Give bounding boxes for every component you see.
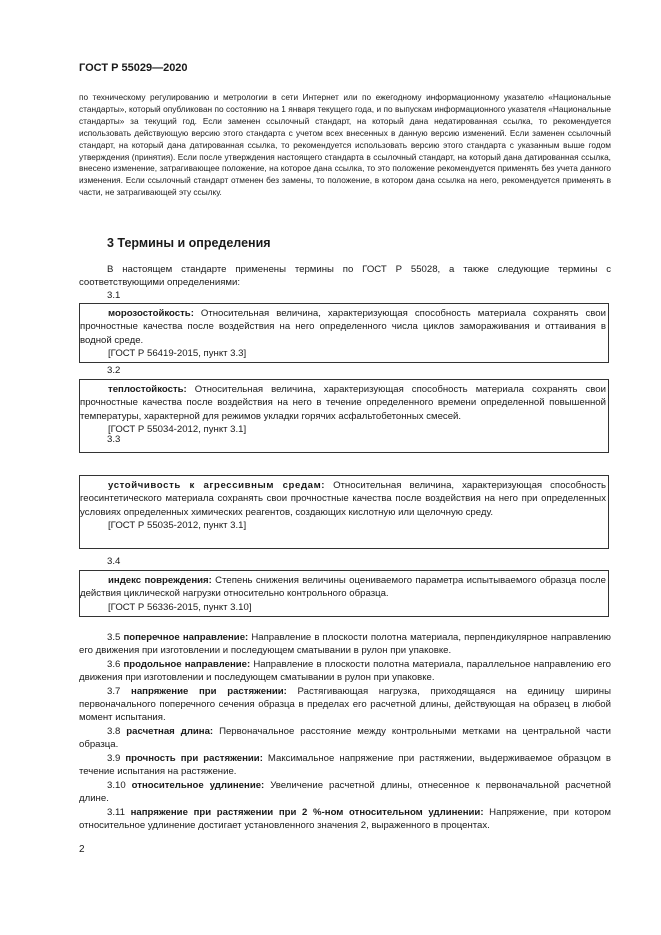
term-name: напряжение при растяжении при 2 %-ном относительном удлинении: (130, 806, 484, 818)
term-box (79, 475, 609, 549)
term-text: Увеличение расчетной длины, отнесенное к первоначальной расчетной длине. (79, 779, 612, 805)
section-title: 3 Термины и определения (107, 236, 271, 250)
term-name: напряжение при растяжении: (131, 685, 287, 697)
term-name: относительное удлинение: (131, 779, 265, 791)
term-definition (80, 307, 606, 347)
term-box (79, 303, 609, 363)
term-text: Степень снижения величины оцениваемого параметра испытываемого образца после действия циклической нагрузки относительно контрольного образца. (80, 575, 606, 600)
page-number: 2 (79, 844, 85, 855)
term-number: 3.4 (107, 556, 121, 567)
term-source: [ГОСТ Р 55035-2012, пункт 3.1] (108, 519, 247, 531)
term-number: 3.9 (107, 752, 121, 764)
term-list (79, 631, 611, 833)
term-box (79, 379, 609, 453)
section-intro: В настоящем стандарте применены термины по ГОСТ Р 55028, а также следующие термины с соответствующими определениями: (79, 264, 611, 289)
term-number: 3.5 (107, 632, 121, 643)
term-item (79, 806, 611, 833)
term-number: 3.3 (107, 434, 121, 445)
term-text: Максимальное напряжение при растяжении, выдерживаемое образцом в течение испытания на растяжение. (79, 752, 611, 778)
term-item (79, 658, 611, 685)
term-name: продольное направление: (123, 658, 251, 670)
term-number: 3.1 (107, 290, 121, 301)
term-name: расчетная длина: (126, 725, 214, 737)
term-text: Первоначальное расстояние между контрольными метками на центральной части образца. (79, 725, 612, 751)
term-item (79, 752, 611, 779)
term-number: 3.10 (107, 779, 126, 791)
term-source: [ГОСТ Р 56419-2015, пункт 3.3] (108, 347, 247, 359)
references-note (79, 92, 611, 199)
term-definition (80, 479, 606, 519)
term-name: теплостойкость: (108, 384, 187, 395)
term-item (79, 779, 611, 806)
term-name: морозостойкость: (108, 308, 194, 319)
note-paragraph: по техническому регулированию и метрологии в сети Интернет или по ежегодному информационному указателю «Национальные стандарты», который опубликован по состоянию на 1 января текущего года, и по выпускам информационного указателя «Национальные стандарты» за текущий год. Если заменен ссылочный стандарт, на который дана недатированная ссылка, то рекомендуется использовать действующую версию этого стандарта с учетом всех внесенных в данную версию изменений. Если заменен ссылочный стандарт, на который дана датированная ссылка, то рекомендуется использовать версию этого стандарта с указанным выше годом утверждения (принятия). Если после утверждения настоящего стандарта в ссылочный стандарт, на который дана датированная ссылка, внесено изменение, затрагивающее положение, на которое дана ссылка, то это положение рекомендуется применять без учета данного изменения. Если ссылочный стандарт отменен без замены, то положение, в котором дана ссылка на него, рекомендуется применять в части, не затрагивающей эту ссылку. (79, 92, 611, 198)
term-text: Относительная величина, характеризующая способность геосинтетического материала сохранять свои прочностные качества после воздействия на него при определенных условиях определенных химических реагентов, создающих кислотную или щелочную среду. (80, 480, 606, 518)
term-definition (80, 383, 606, 423)
term-box (79, 570, 609, 617)
document-header: ГОСТ Р 55029—2020 (79, 62, 188, 74)
term-text: Напряжение, при котором относительное удлинение достигает установленного значения 2, выраженного в процентах. (79, 806, 611, 831)
term-item (79, 631, 611, 658)
term-source: [ГОСТ Р 55034-2012, пункт 3.1] (108, 423, 247, 435)
term-number: 3.6 (107, 658, 121, 670)
term-item (79, 725, 611, 752)
term-text: Направление в плоскости полотна материала, параллельное направлению его движения при изготовлении и последующем сматывании в рулон при упаковке. (79, 658, 612, 684)
term-text: Относительная величина, характеризующая способность материала сохранять свои прочностные качества после воздействия на него определенного числа циклов замораживания и оттаивания в водной среде. (80, 308, 606, 346)
term-name: прочность при растяжении: (125, 752, 263, 764)
term-item (79, 685, 611, 725)
term-name: поперечное направление: (123, 632, 249, 643)
term-name: индекс повреждения: (108, 575, 212, 586)
term-text: Растягивающая нагрузка, приходящаяся на единицу ширины первоначального поперечного сечения образца в пределах его расчетной длины, действующая на образец в любой момент испытания. (79, 685, 611, 724)
term-number: 3.11 (107, 806, 125, 818)
term-name: устойчивость к агрессивным средам: (108, 480, 326, 491)
term-text: Относительная величина, характеризующая способность материала сохранять свои прочностные качества после воздействия на него в течение определенного времени определенной повышенной температуры, характерной для режимов укладки горячих асфальтобетонных смесей. (80, 384, 606, 422)
term-number: 3.2 (107, 365, 121, 376)
term-text: Направление в плоскости полотна материала, перпендикулярное направлению его движения при изготовлении и последующем сматывании в рулон при упаковке. (79, 632, 612, 657)
term-source: [ГОСТ Р 56336-2015, пункт 3.10] (108, 601, 252, 613)
term-number: 3.7 (107, 685, 121, 697)
term-definition (80, 574, 606, 601)
term-number: 3.8 (107, 725, 121, 737)
